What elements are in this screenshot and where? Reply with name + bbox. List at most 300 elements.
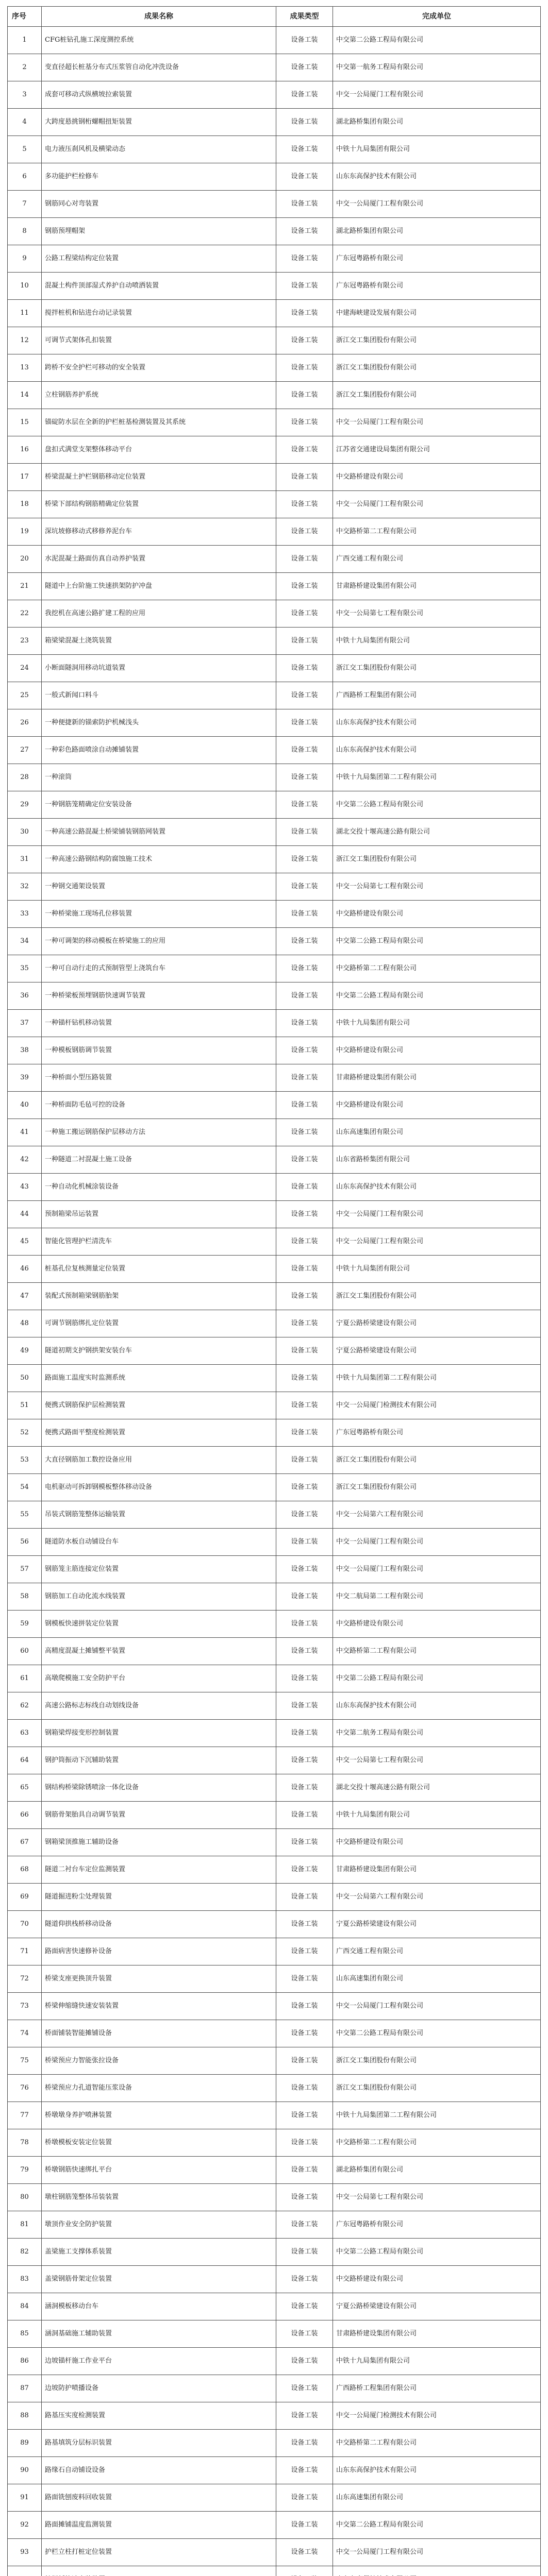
- completing-unit-cell: 中建海峡建设发展有限公司: [333, 300, 541, 327]
- achievement-type-cell: 设备工装: [276, 737, 333, 764]
- completing-unit-cell: 中交一公局第七工程有限公司: [333, 1747, 541, 1774]
- table-row: [8, 1938, 541, 1965]
- completing-unit-cell: 山东东高保护技术有限公司: [333, 1174, 541, 1201]
- completing-unit-cell: 浙江交工集团股份有限公司: [333, 2075, 541, 2102]
- achievement-name-cell: 高墩爬模施工安全防护平台: [42, 1665, 276, 1692]
- completing-unit-cell: 湖北路桥集团有限公司: [333, 218, 541, 245]
- achievement-name-cell: 一种钢交通架设装置: [42, 873, 276, 901]
- serial-number-cell: 79: [8, 2157, 42, 2184]
- table-row: [8, 1747, 541, 1774]
- achievement-type-cell: 设备工装: [276, 1037, 333, 1064]
- achievement-name-cell: 钢护筒振动下沉辅助装置: [42, 1747, 276, 1774]
- table-row: [8, 1256, 541, 1283]
- achievement-name-cell: 一种桥面防毛毡可控的设备: [42, 1092, 276, 1119]
- achievement-name-cell: 公路工程梁结构定位装置: [42, 245, 276, 273]
- table-row: [8, 1529, 541, 1556]
- achievement-type-cell: 设备工装: [276, 191, 333, 218]
- achievement-name-cell: 可调节钢筋绑扎定位装置: [42, 1310, 276, 1337]
- achievement-type-cell: 设备工装: [276, 518, 333, 546]
- completing-unit-cell: 广东冠粤路桥有限公司: [333, 2211, 541, 2239]
- achievement-name-cell: 路面铣刨废料回收装置: [42, 2484, 276, 2512]
- serial-number-cell: 13: [8, 354, 42, 382]
- serial-number-cell: 78: [8, 2129, 42, 2157]
- table-row: [8, 1829, 541, 1856]
- table-row: [8, 27, 541, 54]
- serial-number-cell: 20: [8, 546, 42, 573]
- achievement-name-cell: 吊装式钢筋笼整体运输装置: [42, 1501, 276, 1529]
- achievement-name-cell: 大跨度悬挑钢桁螺帽扭矩装置: [42, 109, 276, 136]
- table-row: [8, 81, 541, 109]
- achievement-name-cell: 桥墩模板安装定位装置: [42, 2129, 276, 2157]
- serial-number-cell: 86: [8, 2348, 42, 2375]
- table-row: [8, 1802, 541, 1829]
- completing-unit-cell: 中交一公局厦门工程有限公司: [333, 491, 541, 518]
- completing-unit-cell: 中铁十九局集团有限公司: [333, 2348, 541, 2375]
- serial-number-cell: 46: [8, 1256, 42, 1283]
- table-row: [8, 409, 541, 436]
- table-row: [8, 1692, 541, 1720]
- serial-number-cell: 85: [8, 2320, 42, 2348]
- table-row: [8, 1965, 541, 1993]
- achievement-name-cell: 预制箱梁吊运装置: [42, 1201, 276, 1228]
- achievements-sheet: [7, 6, 540, 2576]
- achievement-type-cell: 设备工装: [276, 81, 333, 109]
- table-row: [8, 54, 541, 81]
- achievement-type-cell: 设备工装: [276, 1174, 333, 1201]
- achievement-type-cell: 设备工装: [276, 846, 333, 873]
- table-row: [8, 682, 541, 709]
- serial-number-cell: 23: [8, 628, 42, 655]
- table-row: [8, 2512, 541, 2539]
- completing-unit-cell: 中交一公局厦门工程有限公司: [333, 191, 541, 218]
- achievement-type-cell: 设备工装: [276, 2293, 333, 2320]
- serial-number-cell: 77: [8, 2102, 42, 2129]
- achievement-name-cell: 一种钢筋笼精确定位安装设备: [42, 791, 276, 819]
- serial-number-cell: [8, 2566, 42, 2576]
- serial-number-cell: 1: [8, 27, 42, 54]
- achievement-name-cell: 路面病害快速修补设备: [42, 1938, 276, 1965]
- table-row: [8, 628, 541, 655]
- completing-unit-cell: 中交第一航务工程局有限公司: [333, 54, 541, 81]
- completing-unit-cell: 宁夏公路桥梁建设有限公司: [333, 1911, 541, 1938]
- completing-unit-cell: 山东东高保护技术有限公司: [333, 1692, 541, 1720]
- completing-unit-cell: 湖北路桥集团有限公司: [333, 109, 541, 136]
- table-row: [8, 191, 541, 218]
- table-row: [8, 1228, 541, 1256]
- completing-unit-cell: 山东高速集团有限公司: [333, 1965, 541, 1993]
- achievement-name-cell: 隧道防水板自动铺设台车: [42, 1529, 276, 1556]
- completing-unit-cell: 中交路桥建设有限公司: [333, 2266, 541, 2293]
- achievement-name-cell: 钢筋笼主筋连接定位装置: [42, 1556, 276, 1583]
- serial-number-cell: 91: [8, 2484, 42, 2512]
- serial-number-cell: 28: [8, 764, 42, 791]
- completing-unit-cell: 浙江交工集团股份有限公司: [333, 1283, 541, 1310]
- serial-number-cell: 66: [8, 1802, 42, 1829]
- achievement-type-cell: 设备工装: [276, 1092, 333, 1119]
- achievement-name-cell: 隧道中上台阶施工快速拱架防护冲盘: [42, 573, 276, 600]
- completing-unit-cell: 中交路桥第二工程有限公司: [333, 2129, 541, 2157]
- serial-number-cell: 30: [8, 819, 42, 846]
- achievement-type-cell: 设备工装: [276, 354, 333, 382]
- achievement-name-cell: 涵洞模板移动台车: [42, 2293, 276, 2320]
- completing-unit-cell: 山东高速集团有限公司: [333, 1119, 541, 1146]
- completing-unit-cell: 中交路桥第二工程有限公司: [333, 1638, 541, 1665]
- achievement-name-cell: 一种锚杆钻机移动装置: [42, 1010, 276, 1037]
- achievement-name-cell: 成套可移动式纵横坡拉索装置: [42, 81, 276, 109]
- achievement-type-cell: 设备工装: [276, 2402, 333, 2430]
- achievement-type-cell: 设备工装: [276, 1010, 333, 1037]
- table-row: [8, 982, 541, 1010]
- serial-number-cell: 73: [8, 1993, 42, 2020]
- completing-unit-cell: 甘肃路桥建设集团有限公司: [333, 573, 541, 600]
- completing-unit-cell: 中铁十九局集团有限公司: [333, 1010, 541, 1037]
- serial-number-cell: 41: [8, 1119, 42, 1146]
- achievement-name-cell: 盖梁施工支撑体系装置: [42, 2239, 276, 2266]
- serial-number-cell: 15: [8, 409, 42, 436]
- serial-number-cell: 84: [8, 2293, 42, 2320]
- achievement-type-cell: 设备工装: [276, 546, 333, 573]
- table-row: [8, 2348, 541, 2375]
- achievement-type-cell: 设备工装: [276, 245, 333, 273]
- serial-number-cell: 10: [8, 273, 42, 300]
- serial-number-cell: 92: [8, 2512, 42, 2539]
- completing-unit-cell: 中交一公局厦门工程有限公司: [333, 81, 541, 109]
- serial-number-cell: 65: [8, 1774, 42, 1802]
- table-row: [8, 464, 541, 491]
- completing-unit-cell: [333, 2566, 541, 2576]
- table-row: [8, 2293, 541, 2320]
- achievement-type-cell: 设备工装: [276, 791, 333, 819]
- achievement-type-cell: 设备工装: [276, 2047, 333, 2075]
- serial-number-cell: 11: [8, 300, 42, 327]
- achievement-type-cell: 设备工装: [276, 1829, 333, 1856]
- achievement-name-cell: 隧道二衬台车定位监测装置: [42, 1856, 276, 1884]
- achievement-name-cell: 一种高速公路钢结构防腐蚀施工技术: [42, 846, 276, 873]
- table-row: [8, 791, 541, 819]
- table-row: [8, 1774, 541, 1802]
- table-row: [8, 2402, 541, 2430]
- serial-number-cell: 56: [8, 1529, 42, 1556]
- table-row: [8, 1337, 541, 1365]
- serial-number-cell: 54: [8, 1474, 42, 1501]
- achievement-type-cell: 设备工装: [276, 409, 333, 436]
- completing-unit-cell: 广西交通工程有限公司: [333, 546, 541, 573]
- serial-number-cell: 25: [8, 682, 42, 709]
- achievement-name-cell: 一种施工搬运钢筋保护层移动方法: [42, 1119, 276, 1146]
- completing-unit-cell: 浙江交工集团股份有限公司: [333, 1474, 541, 1501]
- table-row: [8, 655, 541, 682]
- achievement-name-cell: 变直径超长桩基分布式压浆管自动化冲洗设备: [42, 54, 276, 81]
- achievement-type-cell: 设备工装: [276, 1884, 333, 1911]
- serial-number-cell: 31: [8, 846, 42, 873]
- achievement-type-cell: 设备工装: [276, 1638, 333, 1665]
- achievement-type-cell: 设备工装: [276, 300, 333, 327]
- table-row: [8, 1884, 541, 1911]
- completing-unit-cell: 中交路桥建设有限公司: [333, 464, 541, 491]
- serial-number-cell: 24: [8, 655, 42, 682]
- serial-number-cell: 68: [8, 1856, 42, 1884]
- achievement-name-cell: 涵洞基础施工辅助装置: [42, 2320, 276, 2348]
- table-row: [8, 955, 541, 982]
- achievement-type-cell: 设备工装: [276, 682, 333, 709]
- serial-number-cell: 51: [8, 1392, 42, 1419]
- completing-unit-cell: 中交一公局厦门工程有限公司: [333, 1228, 541, 1256]
- achievement-type-cell: 设备工装: [276, 2266, 333, 2293]
- completing-unit-cell: 浙江交工集团股份有限公司: [333, 2047, 541, 2075]
- achievement-type-cell: 设备工装: [276, 655, 333, 682]
- achievement-type-cell: 设备工装: [276, 1556, 333, 1583]
- serial-number-cell: 38: [8, 1037, 42, 1064]
- completing-unit-cell: 中交一公局厦门检测技术有限公司: [333, 2402, 541, 2430]
- serial-number-cell: 22: [8, 600, 42, 628]
- achievement-name-cell: 一种彩色路面喷涂自动摊铺装置: [42, 737, 276, 764]
- achievement-name-cell: 多功能护栏栓修车: [42, 163, 276, 191]
- achievement-type-cell: 设备工装: [276, 1965, 333, 1993]
- table-row: [8, 709, 541, 737]
- serial-number-cell: 32: [8, 873, 42, 901]
- completing-unit-cell: 宁夏公路桥梁建设有限公司: [333, 1310, 541, 1337]
- serial-number-cell: 17: [8, 464, 42, 491]
- table-row: [8, 1146, 541, 1174]
- completing-unit-cell: 浙江交工集团股份有限公司: [333, 846, 541, 873]
- table-row: [8, 245, 541, 273]
- serial-number-cell: 72: [8, 1965, 42, 1993]
- table-row: [8, 764, 541, 791]
- achievement-type-cell: 设备工装: [276, 982, 333, 1010]
- table-row: [8, 1665, 541, 1692]
- completing-unit-cell: 中铁十九局集团第二工程有限公司: [333, 1365, 541, 1392]
- completing-unit-cell: 广西交通工程有限公司: [333, 1938, 541, 1965]
- achievement-type-cell: 设备工装: [276, 1474, 333, 1501]
- achievement-name-cell: 可调节式架体孔扣装置: [42, 327, 276, 354]
- serial-number-cell: 62: [8, 1692, 42, 1720]
- serial-number-cell: 21: [8, 573, 42, 600]
- table-row: [8, 1092, 541, 1119]
- completing-unit-cell: 中交第二公路工程局有限公司: [333, 791, 541, 819]
- achievement-type-cell: 设备工装: [276, 1911, 333, 1938]
- table-row: [8, 2239, 541, 2266]
- completing-unit-cell: 中铁十九局集团有限公司: [333, 1256, 541, 1283]
- achievement-name-cell: 桥墩钢筋快速绑扎平台: [42, 2157, 276, 2184]
- serial-number-cell: 14: [8, 382, 42, 409]
- serial-number-cell: 83: [8, 2266, 42, 2293]
- achievement-type-cell: 设备工装: [276, 928, 333, 955]
- completing-unit-cell: 中交一公局第七工程有限公司: [333, 873, 541, 901]
- achievement-type-cell: 设备工装: [276, 1119, 333, 1146]
- completing-unit-cell: 浙江交工集团股份有限公司: [333, 354, 541, 382]
- achievement-name-cell: [42, 2566, 276, 2576]
- achievement-name-cell: 钢结构桥梁除锈喷涂一体化设备: [42, 1774, 276, 1802]
- table-row: [8, 1419, 541, 1447]
- completing-unit-cell: 中交一公局厦门工程有限公司: [333, 1529, 541, 1556]
- achievement-type-cell: 设备工装: [276, 709, 333, 737]
- achievement-type-cell: 设备工装: [276, 1747, 333, 1774]
- completing-unit-cell: 中交一公局第七工程有限公司: [333, 600, 541, 628]
- completing-unit-cell: 山东东高保护技术有限公司: [333, 2457, 541, 2484]
- serial-number-cell: 80: [8, 2184, 42, 2211]
- achievement-type-cell: 设备工装: [276, 2320, 333, 2348]
- serial-number-cell: 64: [8, 1747, 42, 1774]
- achievement-type-cell: 设备工装: [276, 1283, 333, 1310]
- serial-number-cell: 39: [8, 1064, 42, 1092]
- completing-unit-cell: 中交第二公路工程局有限公司: [333, 2512, 541, 2539]
- serial-number-cell: 27: [8, 737, 42, 764]
- table-row: [8, 2320, 541, 2348]
- completing-unit-cell: 山东高速集团有限公司: [333, 2484, 541, 2512]
- completing-unit-cell: 山东东高保护技术有限公司: [333, 709, 541, 737]
- serial-number-cell: 50: [8, 1365, 42, 1392]
- achievement-name-cell: 钢箱梁焊接变形控制装置: [42, 1720, 276, 1747]
- completing-unit-cell: 湖北交投十堰高速公路有限公司: [333, 1774, 541, 1802]
- completing-unit-cell: 中交路桥建设有限公司: [333, 1611, 541, 1638]
- serial-number-cell: 89: [8, 2430, 42, 2457]
- table-row: [8, 273, 541, 300]
- table-row: [8, 737, 541, 764]
- achievement-type-cell: 设备工装: [276, 901, 333, 928]
- table-row: [8, 901, 541, 928]
- serial-number-cell: 12: [8, 327, 42, 354]
- serial-number-cell: 59: [8, 1611, 42, 1638]
- achievement-name-cell: 桩基孔位复核测量定位装置: [42, 1256, 276, 1283]
- achievement-name-cell: 墩顶作业安全防护装置: [42, 2211, 276, 2239]
- table-row: [8, 2020, 541, 2047]
- serial-number-cell: 35: [8, 955, 42, 982]
- serial-number-cell: 52: [8, 1419, 42, 1447]
- serial-number-cell: 76: [8, 2075, 42, 2102]
- achievement-name-cell: 一种滚筒: [42, 764, 276, 791]
- table-row: [8, 1911, 541, 1938]
- completing-unit-cell: 广东冠粤路桥有限公司: [333, 1419, 541, 1447]
- completing-unit-cell: 中交第二公路工程局有限公司: [333, 928, 541, 955]
- completing-unit-cell: 广西路桥工程集团有限公司: [333, 2375, 541, 2402]
- achievement-type-cell: 设备工装: [276, 436, 333, 464]
- table-row: [8, 819, 541, 846]
- achievement-type-cell: 设备工装: [276, 1665, 333, 1692]
- table-row: [8, 1119, 541, 1146]
- completing-unit-cell: 中交一公局第六工程有限公司: [333, 1884, 541, 1911]
- serial-number-cell: 36: [8, 982, 42, 1010]
- achievement-type-cell: 设备工装: [276, 2129, 333, 2157]
- table-row: [8, 1611, 541, 1638]
- serial-number-cell: 26: [8, 709, 42, 737]
- achievement-type-cell: 设备工装: [276, 1501, 333, 1529]
- achievement-type-cell: 设备工装: [276, 273, 333, 300]
- achievement-name-cell: 我挖机在高速公路扩建工程的应用: [42, 600, 276, 628]
- table-row: [8, 2047, 541, 2075]
- serial-number-cell: 42: [8, 1146, 42, 1174]
- achievement-type-cell: 设备工装: [276, 2484, 333, 2512]
- serial-number-cell: 63: [8, 1720, 42, 1747]
- achievement-type-cell: 设备工装: [276, 1802, 333, 1829]
- achievement-name-cell: 钢筋加工自动化流水线装置: [42, 1583, 276, 1611]
- achievement-name-cell: 立柱钢筋养护系统: [42, 382, 276, 409]
- table-row: [8, 1447, 541, 1474]
- achievement-name-cell: 水泥混凝土路面仿真自动养护装置: [42, 546, 276, 573]
- achievement-type-cell: 设备工装: [276, 2102, 333, 2129]
- table-row: [8, 2539, 541, 2566]
- achievement-type-cell: 设备工装: [276, 464, 333, 491]
- table-header: [8, 7, 541, 27]
- serial-number-cell: 67: [8, 1829, 42, 1856]
- achievement-type-cell: 设备工装: [276, 819, 333, 846]
- completing-unit-cell: 广西路桥工程集团有限公司: [333, 682, 541, 709]
- table-row: [8, 573, 541, 600]
- achievement-name-cell: 一种隧道二衬混凝土施工设备: [42, 1146, 276, 1174]
- table-row: [8, 546, 541, 573]
- table-row: [8, 1583, 541, 1611]
- achievement-name-cell: 钢箱梁顶推施工辅助设备: [42, 1829, 276, 1856]
- completing-unit-cell: 山东东高保护技术有限公司: [333, 737, 541, 764]
- achievement-type-cell: 设备工装: [276, 1337, 333, 1365]
- serial-number-cell: 75: [8, 2047, 42, 2075]
- achievement-name-cell: 一种可调架的移动模板在桥梁施工的应用: [42, 928, 276, 955]
- serial-number-cell: 69: [8, 1884, 42, 1911]
- completing-unit-cell: 中交二航局第二工程有限公司: [333, 1583, 541, 1611]
- table-row: [8, 1856, 541, 1884]
- completing-unit-cell: 中交一公局厦门工程有限公司: [333, 1993, 541, 2020]
- table-row: [8, 1037, 541, 1064]
- table-row: [8, 2211, 541, 2239]
- achievement-type-cell: 设备工装: [276, 27, 333, 54]
- achievement-name-cell: 桥面铺装智能摊铺设备: [42, 2020, 276, 2047]
- completing-unit-cell: 湖北交投十堰高速公路有限公司: [333, 819, 541, 846]
- achievement-type-cell: 设备工装: [276, 2430, 333, 2457]
- completing-unit-cell: 宁夏公路桥梁建设有限公司: [333, 2293, 541, 2320]
- completing-unit-cell: 中交一公局厦门工程有限公司: [333, 2539, 541, 2566]
- achievement-name-cell: 盘扣式满堂支架整体移动平台: [42, 436, 276, 464]
- table-row: [8, 873, 541, 901]
- serial-number-cell: 60: [8, 1638, 42, 1665]
- table-body: [8, 27, 541, 2576]
- completing-unit-cell: 中交一公局厦门检测技术有限公司: [333, 1392, 541, 1419]
- achievement-name-cell: 锚碇防水层在全新的护栏桩基检测装置及其系统: [42, 409, 276, 436]
- table-row: [8, 1310, 541, 1337]
- achievement-type-cell: 设备工装: [276, 2512, 333, 2539]
- serial-number-cell: 3: [8, 81, 42, 109]
- achievement-type-cell: 设备工装: [276, 1993, 333, 2020]
- completing-unit-cell: 中交第二公路工程局有限公司: [333, 27, 541, 54]
- achievement-name-cell: 搅拌桩机和钻进台动记录装置: [42, 300, 276, 327]
- completing-unit-cell: 中铁十九局集团有限公司: [333, 628, 541, 655]
- achievement-name-cell: 一种可自动行走的式预制管型上浇筑台车: [42, 955, 276, 982]
- completing-unit-cell: 中交一公局第六工程有限公司: [333, 1501, 541, 1529]
- achievement-name-cell: 钢筋同心对弯装置: [42, 191, 276, 218]
- table-row: [8, 1993, 541, 2020]
- completing-unit-cell: 中铁十九局集团有限公司: [333, 1802, 541, 1829]
- achievement-name-cell: 钢筋骨架胎具自动调节装置: [42, 1802, 276, 1829]
- achievement-name-cell: 一种桥面小型压路装置: [42, 1064, 276, 1092]
- completing-unit-cell: 广东冠粤路桥有限公司: [333, 245, 541, 273]
- table-row: [8, 1174, 541, 1201]
- table-row: [8, 218, 541, 245]
- completing-unit-cell: 中交一公局厦门工程有限公司: [333, 1201, 541, 1228]
- completing-unit-cell: 中交路桥建设有限公司: [333, 901, 541, 928]
- completing-unit-cell: 甘肃路桥建设集团有限公司: [333, 1064, 541, 1092]
- serial-number-cell: 33: [8, 901, 42, 928]
- table-row: [8, 2075, 541, 2102]
- completing-unit-cell: 甘肃路桥建设集团有限公司: [333, 1856, 541, 1884]
- table-row: [8, 1392, 541, 1419]
- achievement-type-cell: 设备工装: [276, 1692, 333, 1720]
- completing-unit-cell: 山东东高保护技术有限公司: [333, 163, 541, 191]
- table-row: [8, 2375, 541, 2402]
- table-row: [8, 300, 541, 327]
- achievement-type-cell: 设备工装: [276, 1201, 333, 1228]
- completing-unit-cell: 中铁十九局集团有限公司: [333, 136, 541, 163]
- achievement-name-cell: 一种桥梁板预埋钢筋快速调节装置: [42, 982, 276, 1010]
- completing-unit-cell: 浙江交工集团股份有限公司: [333, 382, 541, 409]
- achievement-name-cell: 一种高速公路混凝土桥梁铺装钢筋网装置: [42, 819, 276, 846]
